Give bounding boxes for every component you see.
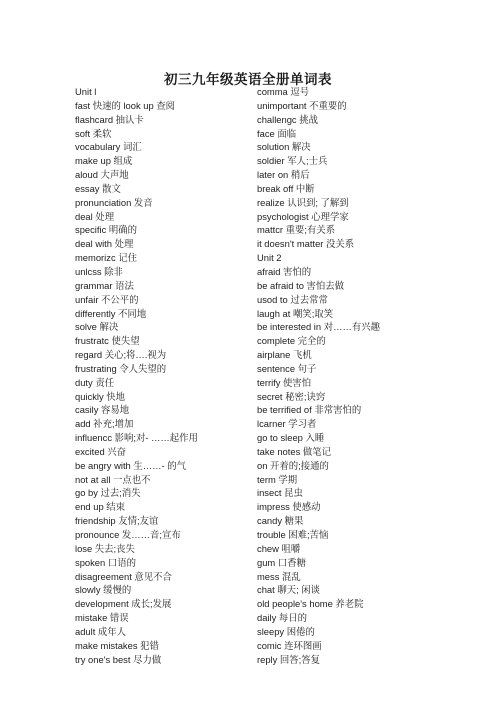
right-vocab-entry: mattcr 重要;有关系 — [257, 224, 336, 236]
left-vocab-entry: frustrating 令人失望的 — [75, 362, 167, 374]
left-vocab-entry: spoken 口语的 — [75, 556, 136, 568]
left-vocab-entry: deal 处理 — [75, 210, 115, 222]
document-title: 初三九年级英语全册单词表 — [164, 72, 332, 88]
left-vocab-entry: specific 明确的 — [75, 224, 137, 236]
right-vocab-entry: sentence 句子 — [257, 362, 317, 374]
left-vocab-entry: essay 散文 — [75, 182, 121, 194]
right-vocab-entry: airplane 飞机 — [257, 349, 312, 361]
left-vocab-entry: slowly 缓慢的 — [75, 584, 132, 596]
right-vocab-entry: gum 口香糖 — [257, 556, 306, 568]
left-vocab-entry: vocabulary 词汇 — [75, 141, 142, 153]
right-vocab-entry: Unit 2 — [257, 252, 282, 264]
left-vocab-entry: deal with 处理 — [75, 238, 134, 250]
right-vocab-entry: later on 稍后 — [257, 169, 310, 181]
right-vocab-entry: impress 使感动 — [257, 501, 321, 513]
left-vocab-entry: duty 责任 — [75, 376, 115, 388]
left-vocab-entry: differently 不同地 — [75, 307, 147, 319]
right-vocab-entry: comic 连环图画 — [257, 639, 322, 651]
left-vocab-entry: unfair 不公平的 — [75, 293, 139, 305]
left-vocab-entry: development 成长;发展 — [75, 598, 172, 610]
left-vocab-entry: grammar 语法 — [75, 279, 134, 291]
right-vocab-entry: break off 中断 — [257, 182, 315, 194]
right-vocab-entry: it doesn't matter 没关系 — [257, 238, 355, 250]
left-vocab-entry: influencc 影响;对- ……起作用 — [75, 432, 198, 444]
right-vocab-entry: challengc 挑战 — [257, 113, 318, 125]
right-vocab-entry: afraid 害怕的 — [257, 265, 312, 277]
right-vocab-entry: terrify 使害怕 — [257, 376, 312, 388]
left-vocab-entry: be angry with 生……- 的气 — [75, 459, 186, 471]
right-vocab-entry: psychologist 心理学家 — [257, 210, 349, 222]
right-vocab-entry: laugh at 嘲笑;取笑 — [257, 307, 334, 319]
left-word-column — [75, 85, 265, 666]
right-vocab-entry: old people's home 养老院 — [257, 598, 364, 610]
right-vocab-entry: insect 昆虫 — [257, 487, 303, 499]
right-vocab-entry: reply 回答;答复 — [257, 653, 321, 665]
right-vocab-entry: face 面临 — [257, 127, 297, 139]
left-vocab-entry: pronounce 发……音;宣布 — [75, 529, 181, 540]
left-vocab-entry: go by 过去;消失 — [75, 487, 141, 499]
right-vocab-entry: on 开着的;接通的 — [257, 459, 329, 471]
right-vocab-entry: trouble 困难;苦恼 — [257, 529, 329, 540]
right-vocab-entry: realize 认识到; 了解到 — [257, 196, 349, 208]
left-vocab-entry: adult 成年人 — [75, 625, 127, 637]
left-vocab-entry: solve 解决 — [75, 321, 119, 333]
left-vocab-entry: casily 容易地 — [75, 404, 130, 416]
right-vocab-entry: go to sleep 入睡 — [257, 432, 325, 444]
right-vocab-entry: complete 完全的 — [257, 335, 326, 347]
left-vocab-entry: add 补充;增加 — [75, 418, 134, 430]
left-vocab-entry: make mistakes 犯错 — [75, 639, 159, 651]
right-vocab-entry: secret 秘密;诀窍 — [257, 390, 326, 402]
left-vocab-entry: friendship 友情;友谊 — [75, 515, 159, 527]
left-vocab-entry: regard 关心;将….视为 — [75, 349, 167, 361]
right-vocab-entry: daily 每日的 — [257, 612, 308, 624]
left-vocab-entry: not at all 一点也不 — [75, 473, 151, 485]
right-vocab-entry: be interested in 对……有兴趣 — [257, 321, 380, 333]
right-vocab-entry: sleepy 困倦的 — [257, 625, 315, 637]
left-vocab-entry: disagreement 意见不合 — [75, 570, 172, 582]
left-vocab-entry: lose 失去;丧失 — [75, 542, 135, 554]
left-vocab-entry: memorizc 记住 — [75, 252, 137, 264]
right-vocab-entry: unimportant 不重要的 — [257, 99, 347, 111]
right-vocab-entry: be terrified of 非常害怕的 — [257, 404, 362, 416]
left-vocab-entry: excited 兴奋 — [75, 445, 127, 457]
right-word-column — [257, 85, 457, 666]
right-vocab-entry: usod to 过去常常 — [257, 293, 328, 305]
right-vocab-entry: chew 咀嚼 — [257, 542, 301, 554]
right-vocab-entry: soldier 军人;士兵 — [257, 155, 328, 167]
left-vocab-entry: flashcard 抽认卡 — [75, 113, 144, 125]
left-vocab-entry: end up 结束 — [75, 501, 126, 513]
right-vocab-entry: chat 聊天; 闲谈 — [257, 584, 321, 596]
left-vocab-entry: Unit l — [75, 86, 97, 97]
left-vocab-entry: mistake 错误 — [75, 612, 129, 624]
right-vocab-entry: comma 逗号 — [257, 86, 310, 97]
right-vocab-entry: mess 混乱 — [257, 570, 301, 582]
right-vocab-entry: term 学期 — [257, 473, 298, 485]
right-vocab-entry: take notes 做笔记 — [257, 445, 331, 457]
right-vocab-entry: solution 解决 — [257, 141, 311, 153]
left-vocab-entry: quickly 快地 — [75, 390, 126, 402]
right-vocab-entry: lcarner 学习者 — [257, 418, 317, 430]
left-vocab-entry: frustratc 使失望 — [75, 335, 140, 347]
left-vocab-entry: soft 柔软 — [75, 127, 112, 139]
left-vocab-entry: pronunciation 发音 — [75, 196, 153, 208]
right-vocab-entry: candy 糖果 — [257, 515, 304, 527]
left-vocab-entry: fast 快速的 look up 查阅 — [75, 99, 176, 111]
left-vocab-entry: aloud 大声地 — [75, 169, 129, 181]
left-vocab-entry: try one's best 尽力做 — [75, 653, 162, 665]
left-vocab-entry: unlcss 除非 — [75, 265, 123, 277]
left-vocab-entry: make up 组成 — [75, 155, 133, 167]
right-vocab-entry: be afraid to 害怕去做 — [257, 279, 345, 291]
